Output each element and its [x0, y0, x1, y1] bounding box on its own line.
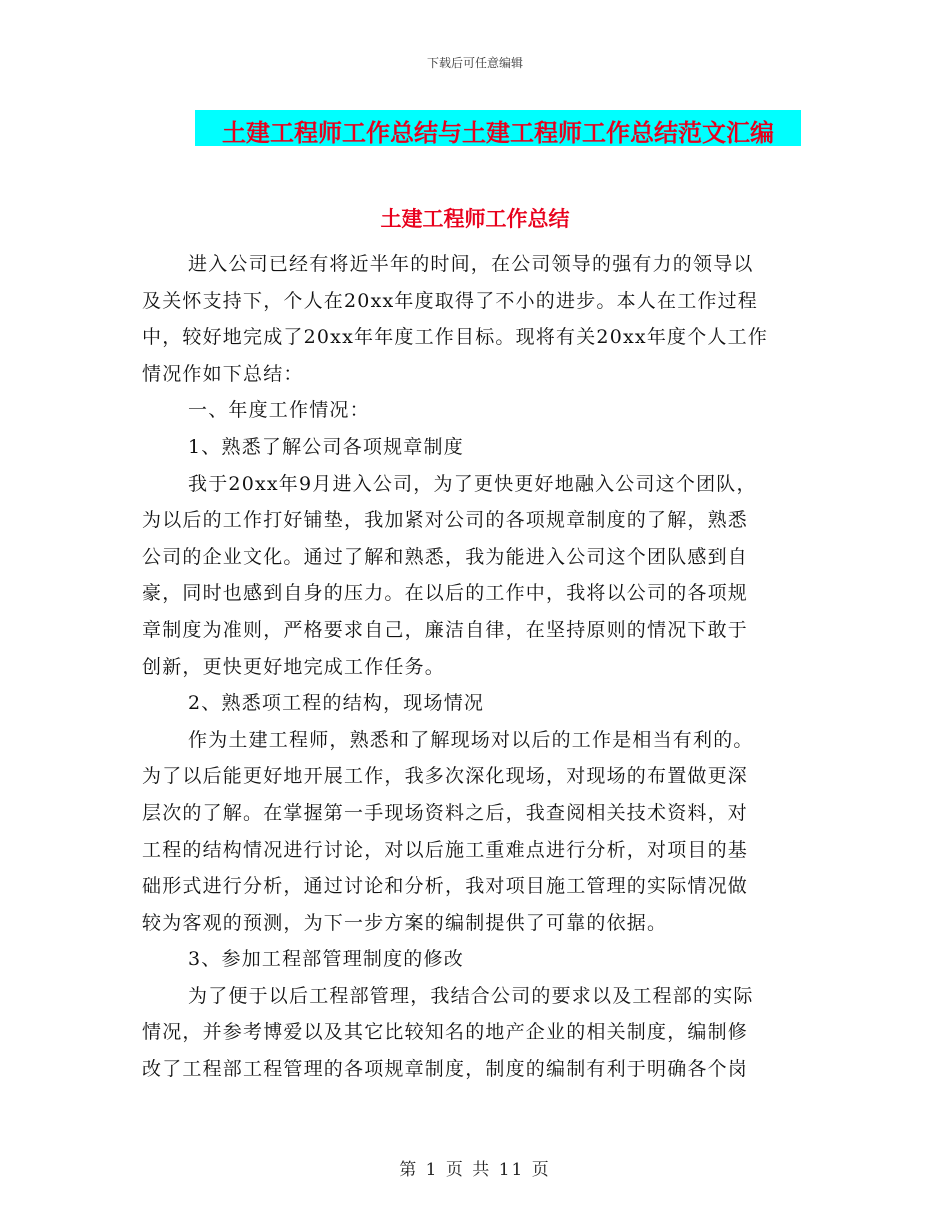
text-line: 公司的企业文化。通过了解和熟悉，我为能进入公司这个团队感到自 [142, 545, 749, 568]
section-title: 土建工程师工作总结 [380, 207, 570, 231]
text-line: 改了工程部工程管理的各项规章制度，制度的编制有利于明确各个岗 [142, 1058, 749, 1081]
text-line: 创新，更快更好地完成工作任务。 [142, 655, 446, 678]
text-line: 及关怀支持下，个人在20xx年度取得了不小的进步。本人在工作过程 [142, 289, 759, 312]
page-footer: 第 1 页 共 11 页 [399, 1160, 551, 1180]
text-line: 豪，同时也感到自身的压力。在以后的工作中，我将以公司的各项规 [142, 582, 749, 605]
text-line: 3、参加工程部管理制度的修改 [188, 948, 464, 971]
text-line: 为了便于以后工程部管理，我结合公司的要求以及工程部的实际 [188, 984, 754, 1007]
text-line: 我于20xx年9月进入公司，为了更快更好地融入公司这个团队， [188, 472, 757, 495]
text-line: 章制度为准则，严格要求自己，廉洁自律，在坚持原则的情况下敢于 [142, 618, 749, 641]
text-line: 作为土建工程师，熟悉和了解现场对以后的工作是相当有利的。 [188, 728, 754, 751]
text-line: 情况作如下总结： [142, 362, 304, 385]
text-line: 层次的了解。在掌握第一手现场资料之后，我查阅相关技术资料，对 [142, 801, 749, 824]
text-line: 一、年度工作情况： [188, 399, 370, 422]
body-text [142, 246, 810, 1088]
text-line: 1、熟悉了解公司各项规章制度 [188, 435, 464, 458]
text-line: 2、熟悉项工程的结构，现场情况 [188, 692, 485, 715]
text-line: 情况，并参考博爱以及其它比较知名的地产企业的相关制度，编制修 [142, 1021, 749, 1044]
main-title: 土建工程师工作总结与土建工程师工作总结范文汇编 [222, 119, 774, 147]
text-line: 较为客观的预测，为下一步方案的编制提供了可靠的依据。 [142, 911, 668, 934]
text-line: 进入公司已经有将近半年的时间，在公司领导的强有力的领导以 [188, 253, 754, 275]
text-line: 中，较好地完成了20xx年年度工作目标。现将有关20xx年度个人工作 [142, 326, 769, 349]
text-line: 为了以后能更好地开展工作，我多次深化现场，对现场的布置做更深 [142, 765, 749, 788]
text-line: 工程的结构情况进行讨论，对以后施工重难点进行分析，对项目的基 [142, 838, 749, 861]
text-line: 为以后的工作打好铺垫，我加紧对公司的各项规章制度的了解，熟悉 [142, 509, 749, 532]
header-note: 下载后可任意编辑 [426, 56, 523, 70]
text-line: 础形式进行分析，通过讨论和分析，我对项目施工管理的实际情况做 [142, 875, 749, 898]
